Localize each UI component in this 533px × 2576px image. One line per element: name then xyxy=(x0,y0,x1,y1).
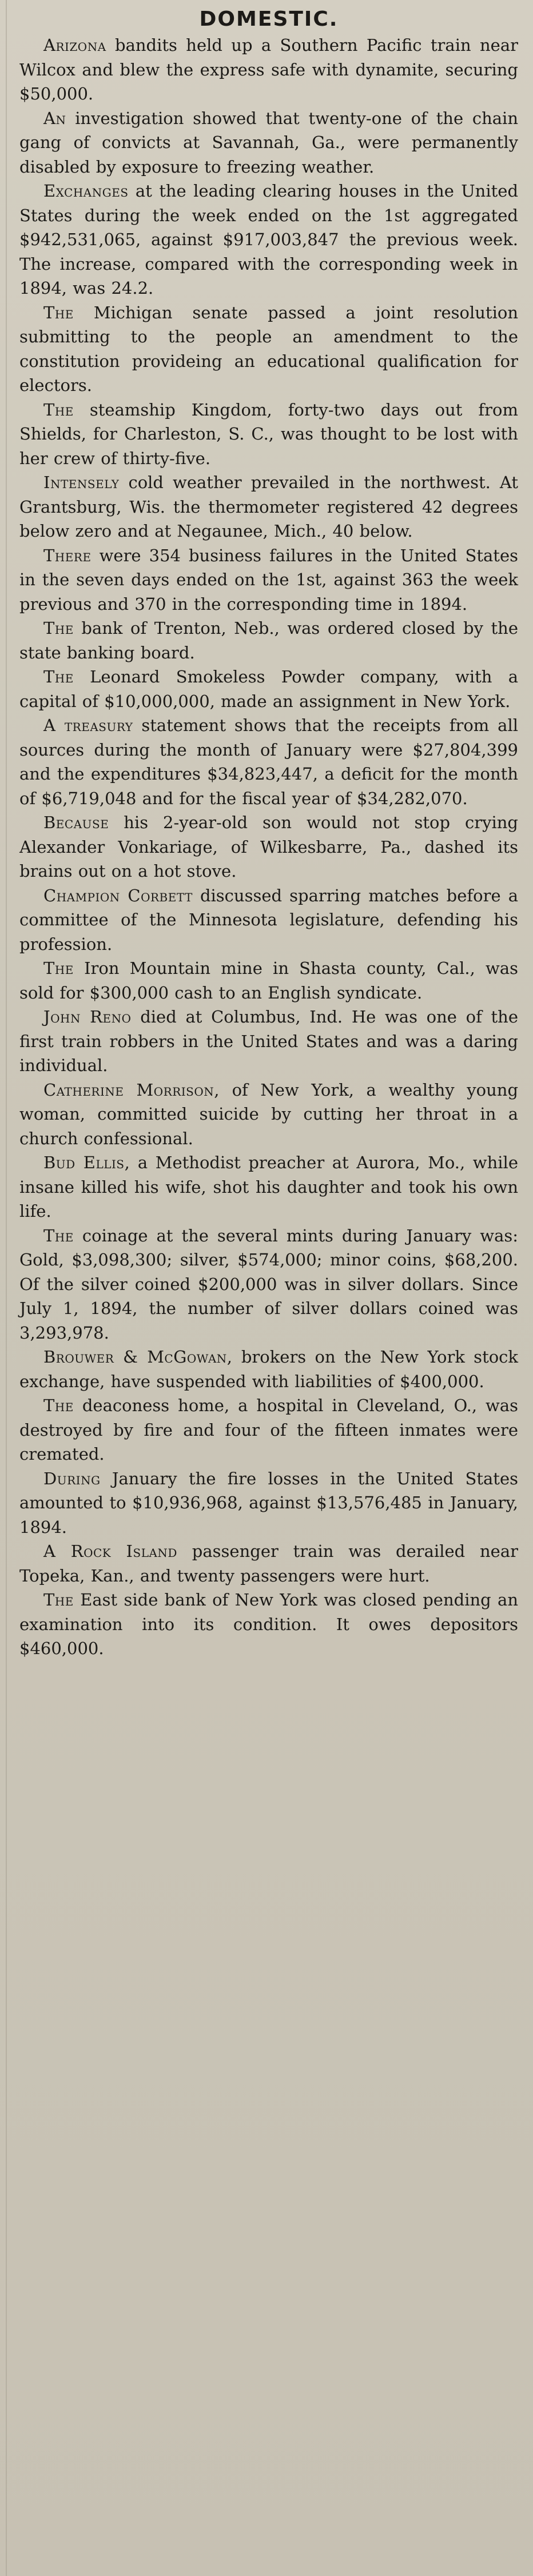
news-item-lead: Champion Corbett xyxy=(43,885,193,905)
news-item xyxy=(19,179,518,301)
news-item xyxy=(19,1393,518,1467)
news-items-list xyxy=(19,33,518,1661)
news-item-text: Michigan senate passed a joint resolution submitting to the people an amendment to the constitution provideing an educational qualification for electors. xyxy=(19,302,519,395)
column-rule xyxy=(6,0,7,2576)
news-item xyxy=(19,810,518,884)
news-item-text: bank of Trenton, Neb., was ordered closed by the state banking board. xyxy=(19,618,519,662)
news-item-lead: The xyxy=(43,1225,74,1245)
news-item-text: statement shows that the receipts from all sources during the month of January were $27,804,399 and the expenditures $34,823,447, a deficit for the month of $6,719,048 and for the fiscal year of $34,282,070. xyxy=(19,716,519,808)
news-item xyxy=(19,1588,518,1661)
news-item-lead: Catherine Morrison, xyxy=(43,1080,220,1100)
news-item-lead: The xyxy=(43,1396,74,1415)
news-item-lead: Brouwer & McGowan, xyxy=(43,1347,233,1367)
news-item-text: Iron Mountain mine in Shasta county, Cal., was sold for $300,000 cash to an English syndicate. xyxy=(19,958,518,1003)
news-item-lead: Bud Ellis, xyxy=(43,1153,130,1172)
news-item-text: at the leading clearing houses in the United States during the week ended on the 1st aggregated $942,531,065, against $917,003,847 the previous week. The increase, compared with the corresponding week in 1894, was 24.2. xyxy=(19,181,519,298)
news-item-lead: Exchanges xyxy=(43,181,129,201)
news-item xyxy=(19,1345,518,1393)
news-item-text: coinage at the several mints during January was: Gold, $3,098,300; silver, $574,000; minor coins, $68,200. Of the silver coined $200,000 was in silver dollars. Since July 1, 1894, the number of silver dollars coined was 3,293,978. xyxy=(19,1225,519,1343)
news-item-lead: The xyxy=(43,302,74,322)
news-item-lead: The xyxy=(43,400,74,420)
news-item xyxy=(19,1078,518,1151)
news-item-text: investigation showed that twenty-one of the chain gang of convicts at Savannah, Ga., were permanently disabled by exposure to freezing weather. xyxy=(19,108,519,177)
news-item-lead: A treasury xyxy=(43,716,133,735)
news-item-text: his 2-year-old son would not stop crying Alexander Vonkariage, of Wilkesbarre, Pa., dashed its brains out on a hot stove. xyxy=(19,813,518,881)
news-item-lead: Intensely xyxy=(43,473,120,492)
news-item-text: brokers on the New York stock exchange, have suspended with liabilities of $400,000. xyxy=(19,1347,518,1391)
news-item xyxy=(19,1539,518,1588)
news-item xyxy=(19,106,518,179)
news-item-lead: The xyxy=(43,618,74,638)
news-item-lead: An xyxy=(43,108,66,128)
news-item-lead: The xyxy=(43,667,74,686)
news-item xyxy=(19,1467,518,1540)
news-item-text: Leonard Smokeless Powder company, with a capital of $10,000,000, made an assignment in New York. xyxy=(19,667,518,711)
news-item-text: passenger train was derailed near Topeka, Kan., and twenty passengers were hurt. xyxy=(19,1541,518,1585)
news-item-text: deaconess home, a hospital in Cleveland, O., was destroyed by fire and four of the fifteen inmates were cremated. xyxy=(19,1396,518,1464)
news-item-text: died at Columbus, Ind. He was one of the first train robbers in the United States and was a daring individual. xyxy=(19,1007,519,1075)
news-item-lead: There xyxy=(43,545,92,565)
news-item xyxy=(19,616,518,665)
news-item-text: January the fire losses in the United States amounted to $10,936,968, against $13,576,485 in January, 1894. xyxy=(19,1468,519,1537)
news-item-text: cold weather prevailed in the northwest. At Grantsburg, Wis. the thermometer registered 42 degrees below zero and at Negaunee, Mich., 40 below. xyxy=(19,473,519,541)
news-item-lead: Arizona xyxy=(43,35,106,55)
news-item xyxy=(19,713,518,810)
news-item-text: were 354 business failures in the United States in the seven days ended on the 1st, against 363 the week previous and 370 in the corresponding time in 1894. xyxy=(19,545,518,614)
news-item xyxy=(19,33,518,106)
news-item-lead: The xyxy=(43,1590,74,1609)
news-item xyxy=(19,398,518,471)
news-item-lead: Because xyxy=(43,813,109,832)
news-item-text: a Methodist preacher at Aurora, Mo., while insane killed his wife, shot his daughter and took his own life. xyxy=(19,1153,518,1221)
news-item xyxy=(19,301,518,398)
news-item-lead: The xyxy=(43,958,74,978)
news-item-text: of New York, a wealthy young woman, committed suicide by cutting her throat in a church confessional. xyxy=(19,1080,519,1148)
news-item-text: discussed sparring matches before a committee of the Minnesota legislature, defending his profession. xyxy=(19,885,518,954)
news-item-text: East side bank of New York was closed pending an examination into its condition. It owes depositors $460,000. xyxy=(19,1590,518,1658)
section-heading: DOMESTIC. xyxy=(199,7,339,31)
news-item xyxy=(19,884,518,957)
news-item xyxy=(19,470,518,544)
news-item xyxy=(19,1224,518,1345)
news-item-lead: A Rock Island xyxy=(43,1541,177,1561)
news-item xyxy=(19,956,518,1005)
news-item-text: bandits held up a Southern Pacific train near Wilcox and blew the express safe with dynamite, securing $50,000. xyxy=(19,35,519,103)
news-item-lead: During xyxy=(43,1468,101,1488)
news-item xyxy=(19,665,518,713)
news-item xyxy=(19,1151,518,1224)
news-item xyxy=(19,544,518,617)
news-item-lead: John Reno xyxy=(43,1007,132,1027)
news-item-text: steamship Kingdom, forty-two days out from Shields, for Charleston, S. C., was thought to be lost with her crew of thirty-five. xyxy=(19,400,518,468)
news-item xyxy=(19,1005,518,1078)
